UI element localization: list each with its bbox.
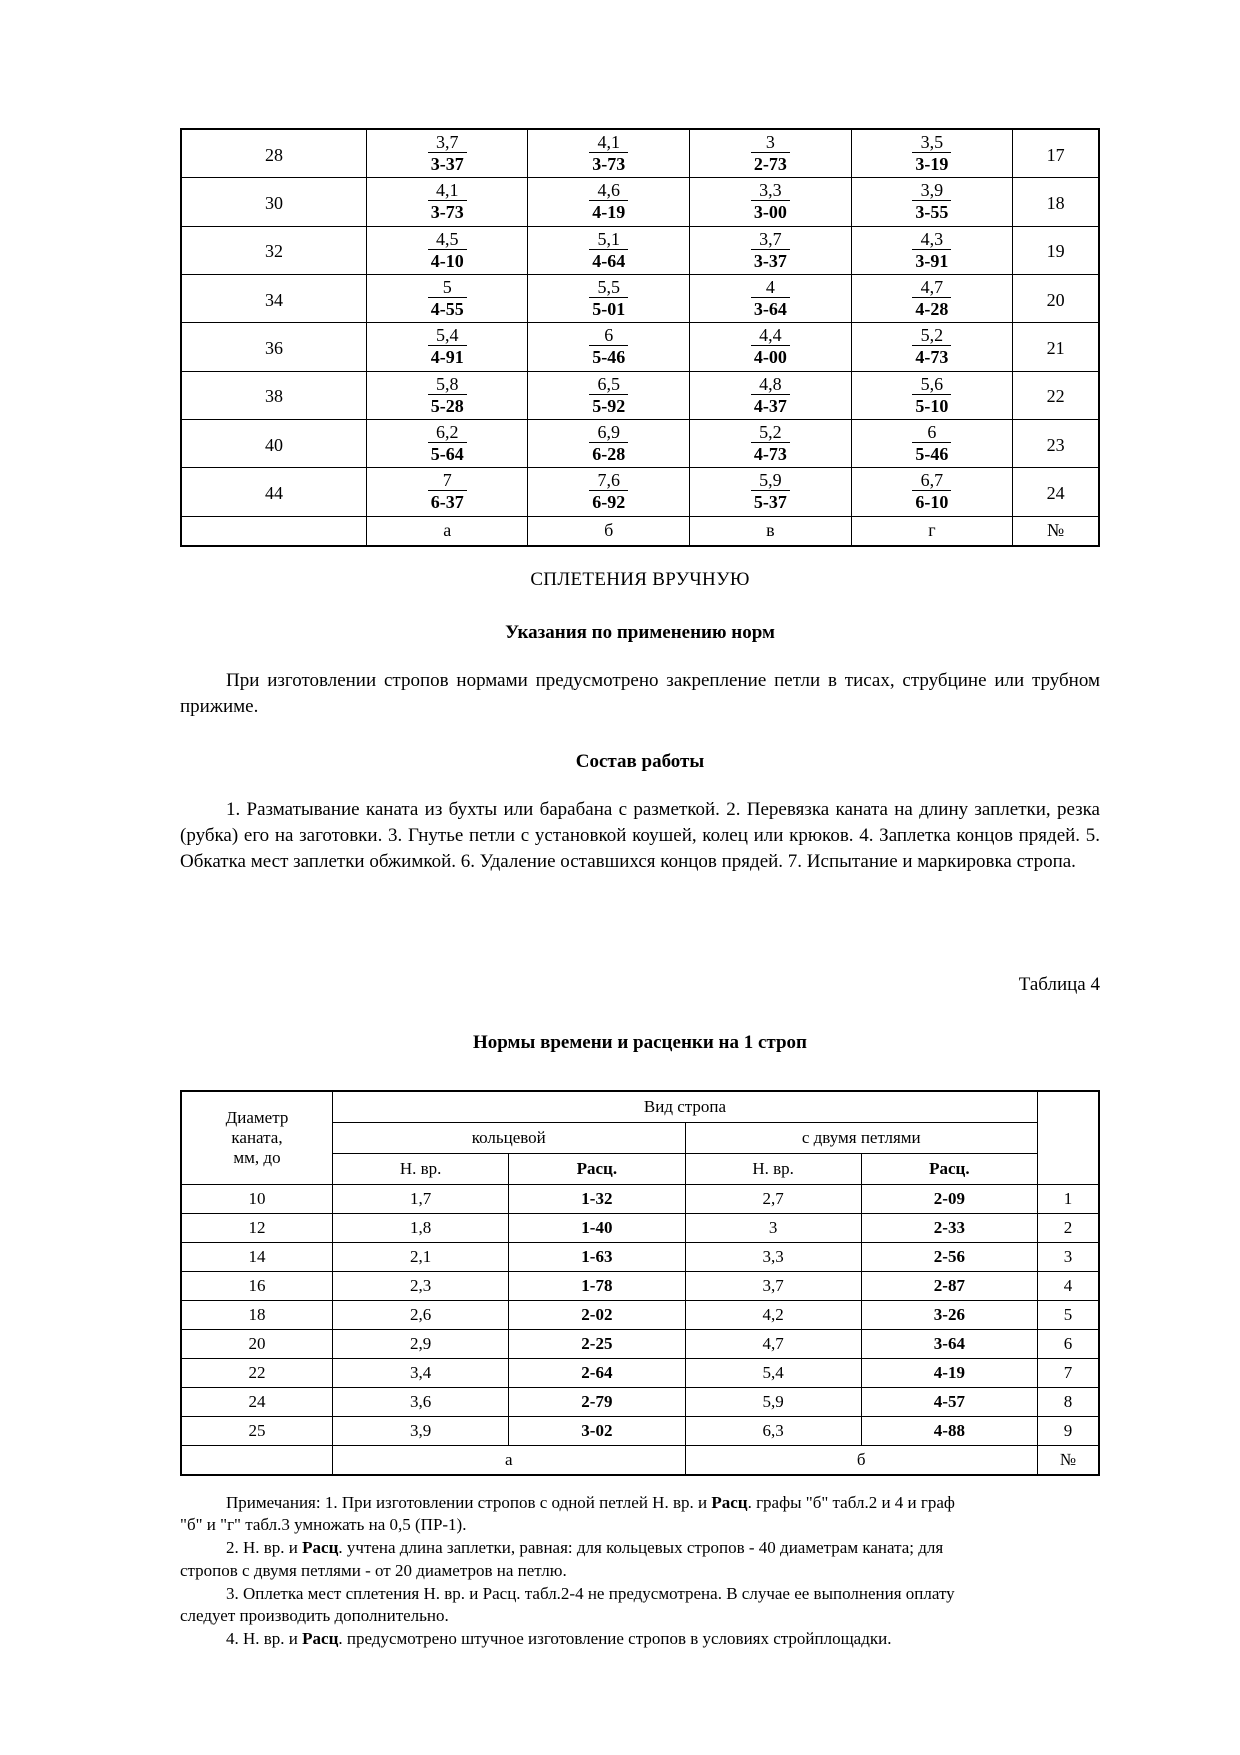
header-loops-rate: Расц. (861, 1153, 1037, 1184)
fraction-bottom: 3-73 (430, 202, 464, 223)
usage-paragraph: При изготовлении стропов нормами предусмотрено закрепление петли в тисах, струбцине или трубном прижиме. (180, 669, 1100, 717)
header-loops-norm-time: Н. вр. (685, 1153, 861, 1184)
note-2-part-a: 2. Н. вр. и (226, 1538, 303, 1558)
header-ring-norm-time: Н. вр. (333, 1153, 509, 1184)
cell-diameter: 36 (181, 323, 366, 371)
cell-col-g (851, 226, 1013, 274)
cell-index: 6 (1038, 1329, 1100, 1358)
cell-loops-rate: 4-19 (861, 1358, 1037, 1387)
header-diameter-line1: Диаметр (225, 1107, 289, 1127)
section-title: СПЛЕТЕНИЯ ВРУЧНУЮ (530, 568, 750, 590)
vertical-spacer (180, 1054, 1100, 1090)
fraction-top: 6 (589, 325, 628, 346)
cell-diameter: 28 (181, 129, 366, 178)
fraction-bottom: 6-28 (592, 444, 626, 465)
fraction-top: 4 (751, 277, 790, 298)
note-1-bold: Расц (711, 1492, 748, 1512)
header-sling-type: Вид стропа (333, 1091, 1038, 1123)
fraction (912, 372, 951, 419)
work-heading: Состав работы (575, 750, 705, 772)
fraction-bottom: 5-10 (915, 395, 949, 416)
fraction (428, 372, 467, 419)
cell-diameter: 22 (181, 1358, 333, 1387)
cell-col-v (690, 371, 852, 419)
cell-col-g (851, 419, 1013, 467)
fraction-bottom: 3-37 (430, 154, 464, 175)
fraction-bottom: 5-64 (430, 444, 464, 465)
fraction (589, 468, 628, 515)
cell-index: 19 (1013, 226, 1099, 274)
table-row (181, 371, 1099, 419)
fraction-bottom: 3-73 (592, 154, 626, 175)
table-row (181, 1271, 1099, 1300)
fraction-bottom: 4-19 (592, 202, 626, 223)
table-row (181, 1416, 1099, 1445)
fraction (589, 227, 628, 274)
fraction-top: 4,4 (751, 325, 790, 346)
fraction (912, 323, 951, 370)
fraction-top: 5,9 (751, 470, 790, 491)
fraction (589, 323, 628, 370)
cell-col-g (851, 129, 1013, 178)
cell-loops-norm-time: 4,2 (685, 1300, 861, 1329)
note-1-cont: "б" и "г" табл.3 умножать на 0,5 (ПР-1). (180, 1515, 467, 1535)
fraction-top: 5,6 (912, 374, 951, 395)
cell-diameter: 20 (181, 1329, 333, 1358)
header-diameter-cell (181, 1091, 333, 1185)
cell-index: 22 (1013, 371, 1099, 419)
fraction (912, 178, 951, 225)
cell-loops-norm-time: 5,9 (685, 1387, 861, 1416)
fraction-bottom: 6-37 (430, 492, 464, 513)
note-3-cont: следует производить дополнительно. (180, 1606, 449, 1626)
table-4-footer-row (181, 1445, 1099, 1475)
cell-diameter: 44 (181, 468, 366, 516)
cell-diameter: 14 (181, 1242, 333, 1271)
cell-ring-rate: 2-64 (509, 1358, 685, 1387)
cell-col-b (528, 274, 690, 322)
footer-letter-a: а (333, 1445, 686, 1475)
cell-diameter: 18 (181, 1300, 333, 1329)
cell-loops-norm-time: 3,3 (685, 1242, 861, 1271)
cell-diameter: 32 (181, 226, 366, 274)
cell-diameter: 24 (181, 1387, 333, 1416)
cell-ring-norm-time: 1,7 (333, 1184, 509, 1213)
table-4-header-row-1 (181, 1091, 1099, 1123)
table-4 (180, 1090, 1100, 1476)
cell-col-a (366, 468, 528, 516)
table-3-footer-row (181, 516, 1099, 546)
note-3: 3. Оплетка мест сплетения Н. вр. и Расц. табл.2-4 не предусмотрена. В случае ее выполнения оплату (226, 1583, 955, 1603)
cell-col-a (366, 178, 528, 226)
table-row (181, 129, 1099, 178)
cell-index: 20 (1013, 274, 1099, 322)
cell-diameter: 40 (181, 419, 366, 467)
fraction-top: 5,8 (428, 374, 467, 395)
table-row (181, 323, 1099, 371)
cell-ring-norm-time: 3,4 (333, 1358, 509, 1387)
fraction-top: 4,5 (428, 229, 467, 250)
fraction (589, 420, 628, 467)
fraction-top: 7 (428, 470, 467, 491)
header-two-loops-type: с двумя петлями (685, 1122, 1038, 1153)
cell-index: 1 (1038, 1184, 1100, 1213)
footer-letter-v: в (690, 516, 852, 546)
fraction-top: 5,4 (428, 325, 467, 346)
cell-index: 9 (1038, 1416, 1100, 1445)
cell-col-g (851, 274, 1013, 322)
cell-index: 7 (1038, 1358, 1100, 1387)
fraction-bottom: 4-37 (753, 395, 787, 416)
note-1-part-a: Примечания: 1. При изготовлении стропов с одной петлей Н. вр. и (226, 1492, 712, 1512)
table-row (181, 1387, 1099, 1416)
cell-col-v (690, 419, 852, 467)
cell-col-a (366, 419, 528, 467)
vertical-spacer (180, 996, 1100, 1032)
fraction (751, 372, 790, 419)
cell-ring-rate: 1-32 (509, 1184, 685, 1213)
cell-col-a (366, 371, 528, 419)
cell-loops-rate: 2-33 (861, 1213, 1037, 1242)
fraction (751, 130, 790, 177)
cell-col-v (690, 178, 852, 226)
table-4-caption: Таблица 4 (1018, 973, 1100, 995)
header-diameter-line3: мм, до (233, 1147, 281, 1167)
fraction-top: 7,6 (589, 470, 628, 491)
cell-diameter: 34 (181, 274, 366, 322)
fraction (751, 275, 790, 322)
cell-loops-rate: 3-26 (861, 1300, 1037, 1329)
fraction-bottom: 2-73 (753, 154, 787, 175)
cell-index: 4 (1038, 1271, 1100, 1300)
cell-index: 5 (1038, 1300, 1100, 1329)
fraction-bottom: 5-46 (592, 347, 626, 368)
fraction (428, 420, 467, 467)
cell-col-b (528, 129, 690, 178)
fraction (751, 227, 790, 274)
fraction-bottom: 5-01 (592, 299, 626, 320)
fraction-top: 5,5 (589, 277, 628, 298)
fraction-bottom: 4-91 (430, 347, 464, 368)
fraction-bottom: 4-73 (753, 444, 787, 465)
fraction-top: 3 (751, 132, 790, 153)
cell-loops-norm-time: 2,7 (685, 1184, 861, 1213)
fraction-top: 6,7 (912, 470, 951, 491)
cell-col-g (851, 371, 1013, 419)
cell-index: 18 (1013, 178, 1099, 226)
note-2-cont: стропов с двумя петлями - от 20 диаметров на петлю. (180, 1560, 567, 1580)
header-index-blank (1038, 1091, 1100, 1185)
note-4-part-b: . предусмотрено штучное изготовление стропов в условиях стройплощадки. (338, 1629, 892, 1649)
table-row (181, 1329, 1099, 1358)
fraction (912, 468, 951, 515)
table-4-body (181, 1091, 1099, 1475)
table-row (181, 226, 1099, 274)
vertical-spacer (180, 876, 1100, 974)
table-row (181, 1242, 1099, 1271)
notes-block (180, 1492, 1100, 1651)
cell-col-a (366, 129, 528, 178)
fraction-bottom: 3-37 (753, 250, 787, 271)
cell-ring-norm-time: 2,6 (333, 1300, 509, 1329)
fraction (428, 178, 467, 225)
note-1-part-b: . графы "б" табл.2 и 4 и граф (747, 1492, 955, 1512)
cell-ring-norm-time: 3,9 (333, 1416, 509, 1445)
fraction (589, 372, 628, 419)
cell-ring-norm-time: 3,6 (333, 1387, 509, 1416)
cell-index: 3 (1038, 1242, 1100, 1271)
fraction-bottom: 5-37 (753, 492, 787, 513)
cell-ring-norm-time: 2,3 (333, 1271, 509, 1300)
cell-diameter: 38 (181, 371, 366, 419)
fraction (912, 420, 951, 467)
fraction (751, 323, 790, 370)
footer-blank (181, 516, 366, 546)
cell-col-a (366, 226, 528, 274)
cell-col-b (528, 323, 690, 371)
fraction-top: 4,8 (751, 374, 790, 395)
cell-index: 2 (1038, 1213, 1100, 1242)
fraction-top: 4,1 (428, 180, 467, 201)
cell-ring-rate: 2-25 (509, 1329, 685, 1358)
fraction (589, 275, 628, 322)
fraction-bottom: 3-55 (915, 202, 949, 223)
fraction (751, 178, 790, 225)
fraction-bottom: 6-92 (592, 492, 626, 513)
fraction-top: 6 (912, 422, 951, 443)
footer-letter-b: б (528, 516, 690, 546)
note-4 (180, 1628, 1100, 1651)
cell-col-a (366, 323, 528, 371)
cell-col-b (528, 371, 690, 419)
table-3-continuation (180, 128, 1100, 547)
cell-ring-norm-time: 2,1 (333, 1242, 509, 1271)
fraction-bottom: 3-00 (753, 202, 787, 223)
cell-ring-rate: 3-02 (509, 1416, 685, 1445)
footer-letter-b: б (685, 1445, 1038, 1475)
fraction-top: 4,7 (912, 277, 951, 298)
note-4-part-a: 4. Н. вр. и (226, 1629, 303, 1649)
cell-col-v (690, 226, 852, 274)
footer-number-sign: № (1013, 516, 1099, 546)
cell-loops-rate: 2-87 (861, 1271, 1037, 1300)
table-row (181, 1300, 1099, 1329)
fraction-bottom: 4-55 (430, 299, 464, 320)
cell-loops-norm-time: 6,3 (685, 1416, 861, 1445)
fraction (428, 275, 467, 322)
header-diameter-line2: каната, (231, 1127, 283, 1147)
table-4-title: Нормы времени и расценки на 1 строп (473, 1031, 807, 1053)
table-3-body (181, 129, 1099, 546)
fraction-top: 5,2 (912, 325, 951, 346)
fraction (912, 227, 951, 274)
fraction-bottom: 4-73 (915, 347, 949, 368)
work-paragraph: 1. Разматывание каната из бухты или барабана с разметкой. 2. Перевязка каната на длину заплетки, резка (рубка) его на заготовки. 3. Гнутье петли с установкой коушей, колец или крюков. 4. Заплетка концов прядей. 5. Обкатка мест заплетки обжимкой. 6. Удаление оставшихся концов прядей. 7. Испытание и маркировка стропа. (180, 798, 1100, 873)
fraction (428, 323, 467, 370)
header-ring-type: кольцевой (333, 1122, 686, 1153)
usage-heading: Указания по применению норм (505, 621, 775, 643)
table-row (181, 419, 1099, 467)
cell-loops-rate: 2-56 (861, 1242, 1037, 1271)
footer-number-sign: № (1038, 1445, 1100, 1475)
cell-diameter: 12 (181, 1213, 333, 1242)
cell-loops-rate: 4-57 (861, 1387, 1037, 1416)
cell-index: 8 (1038, 1387, 1100, 1416)
cell-ring-rate: 1-40 (509, 1213, 685, 1242)
fraction-top: 5 (428, 277, 467, 298)
note-1 (180, 1492, 1100, 1515)
fraction-top: 4,6 (589, 180, 628, 201)
cell-col-g (851, 323, 1013, 371)
note-2-bold: Расц (302, 1538, 339, 1558)
cell-col-b (528, 178, 690, 226)
fraction (912, 275, 951, 322)
fraction-bottom: 4-10 (430, 250, 464, 271)
fraction-top: 3,5 (912, 132, 951, 153)
cell-index: 21 (1013, 323, 1099, 371)
fraction-top: 3,7 (751, 229, 790, 250)
cell-loops-norm-time: 3 (685, 1213, 861, 1242)
cell-col-a (366, 274, 528, 322)
fraction (912, 130, 951, 177)
fraction-bottom: 3-91 (915, 250, 949, 271)
cell-col-v (690, 274, 852, 322)
table-row (181, 1358, 1099, 1387)
cell-col-b (528, 226, 690, 274)
cell-loops-rate: 4-88 (861, 1416, 1037, 1445)
fraction (751, 420, 790, 467)
fraction-top: 4,3 (912, 229, 951, 250)
cell-loops-norm-time: 3,7 (685, 1271, 861, 1300)
fraction (589, 130, 628, 177)
fraction-bottom: 5-92 (592, 395, 626, 416)
cell-loops-norm-time: 4,7 (685, 1329, 861, 1358)
fraction-top: 6,5 (589, 374, 628, 395)
cell-diameter: 16 (181, 1271, 333, 1300)
footer-letter-g: г (851, 516, 1013, 546)
fraction-bottom: 5-46 (915, 444, 949, 465)
fraction-bottom: 3-64 (753, 299, 787, 320)
cell-diameter: 30 (181, 178, 366, 226)
fraction-top: 6,2 (428, 422, 467, 443)
cell-index: 17 (1013, 129, 1099, 178)
fraction-bottom: 3-19 (915, 154, 949, 175)
fraction-top: 3,7 (428, 132, 467, 153)
fraction-bottom: 5-28 (430, 395, 464, 416)
cell-ring-norm-time: 1,8 (333, 1213, 509, 1242)
cell-diameter: 10 (181, 1184, 333, 1213)
fraction-top: 3,9 (912, 180, 951, 201)
cell-col-b (528, 419, 690, 467)
fraction-top: 5,1 (589, 229, 628, 250)
fraction-bottom: 4-00 (753, 347, 787, 368)
fraction (751, 468, 790, 515)
cell-col-v (690, 323, 852, 371)
cell-diameter: 25 (181, 1416, 333, 1445)
fraction (428, 468, 467, 515)
cell-index: 24 (1013, 468, 1099, 516)
fraction (589, 178, 628, 225)
table-row (181, 1213, 1099, 1242)
fraction-top: 3,3 (751, 180, 790, 201)
cell-ring-rate: 1-78 (509, 1271, 685, 1300)
cell-col-g (851, 468, 1013, 516)
cell-ring-rate: 2-79 (509, 1387, 685, 1416)
fraction (428, 130, 467, 177)
cell-col-v (690, 468, 852, 516)
fraction-bottom: 6-10 (915, 492, 949, 513)
cell-col-g (851, 178, 1013, 226)
fraction-top: 5,2 (751, 422, 790, 443)
cell-loops-rate: 2-09 (861, 1184, 1037, 1213)
table-row (181, 274, 1099, 322)
fraction-top: 4,1 (589, 132, 628, 153)
note-4-bold: Расц (302, 1629, 339, 1649)
fraction-bottom: 4-64 (592, 250, 626, 271)
footer-blank (181, 1445, 333, 1475)
note-2-part-b: . учтена длина заплетки, равная: для кольцевых стропов - 40 диаметрам каната; для (338, 1538, 944, 1558)
table-row (181, 1184, 1099, 1213)
fraction (428, 227, 467, 274)
cell-loops-norm-time: 5,4 (685, 1358, 861, 1387)
header-ring-rate: Расц. (509, 1153, 685, 1184)
cell-ring-norm-time: 2,9 (333, 1329, 509, 1358)
table-row (181, 468, 1099, 516)
fraction-bottom: 4-28 (915, 299, 949, 320)
cell-ring-rate: 1-63 (509, 1242, 685, 1271)
footer-letter-a: а (366, 516, 528, 546)
fraction-top: 6,9 (589, 422, 628, 443)
table-row (181, 178, 1099, 226)
cell-index: 23 (1013, 419, 1099, 467)
cell-ring-rate: 2-02 (509, 1300, 685, 1329)
cell-col-b (528, 468, 690, 516)
cell-loops-rate: 3-64 (861, 1329, 1037, 1358)
note-2 (180, 1537, 1100, 1560)
cell-col-v (690, 129, 852, 178)
